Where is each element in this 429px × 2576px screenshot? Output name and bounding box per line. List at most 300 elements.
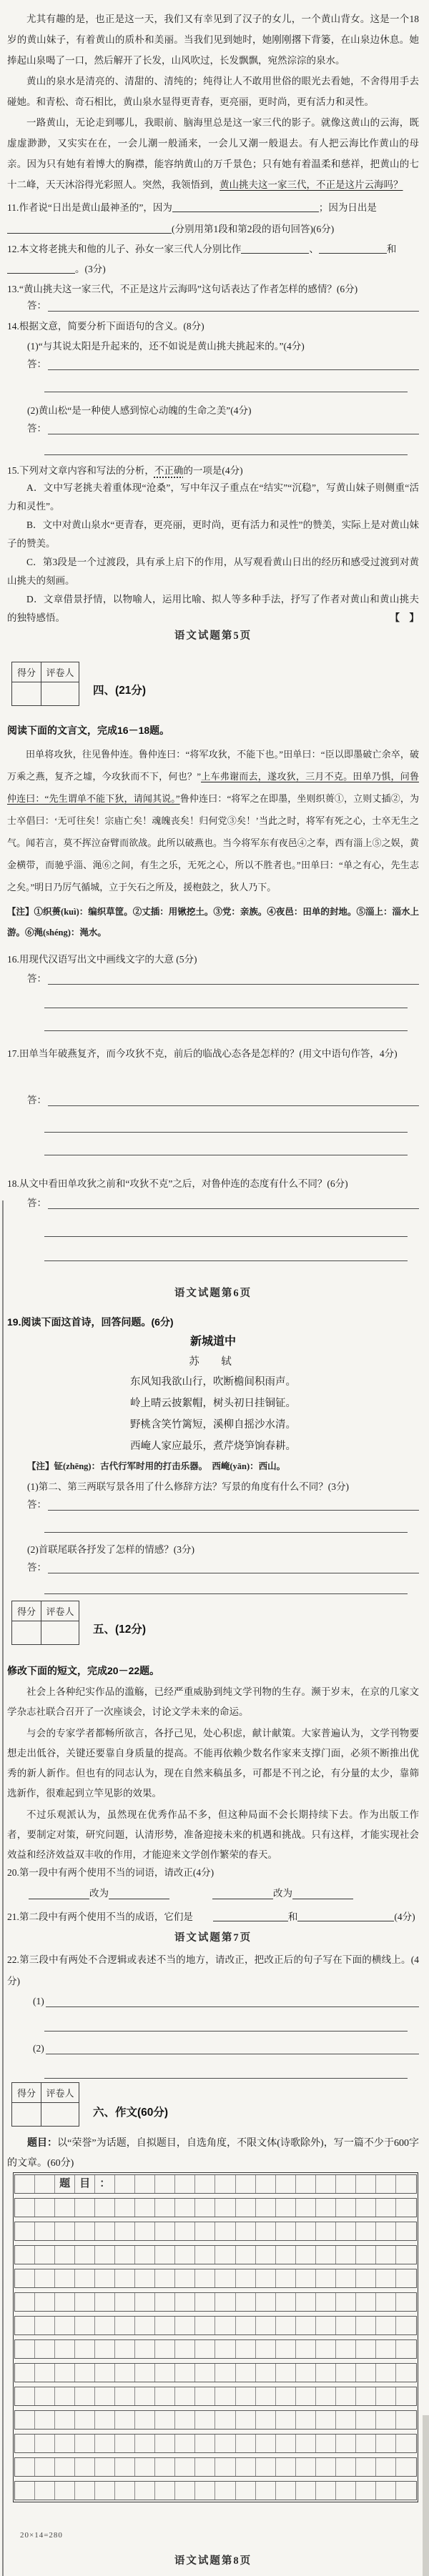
question-22: 22.第三段中有两处不合逻辑或表述不当的地方，请改正，把改正后的句子写在下面的横线上。(4分) [7,1954,419,1986]
essay-grid-cell [135,2222,155,2240]
question-12-line2 [7,259,419,279]
essay-grid-cell [215,2458,235,2476]
essay-grid-cell [175,2340,195,2358]
essay-grid-cell [55,2293,75,2311]
essay-grid-cell [135,2387,155,2405]
answer-rule [48,973,419,985]
essay-grid-cell [15,2222,35,2240]
essay-grid-row [14,2387,417,2406]
essay-grid-cell [15,2458,35,2476]
essay-grid-cell [75,2246,95,2264]
question-16: 16.用现代汉语写出文中画线文字的大意 (5分) [7,954,197,965]
answer-rule [44,1521,408,1533]
essay-grid-cell [336,2482,356,2500]
essay-grid-cell [316,2222,336,2240]
replace-label: 改为 [273,1888,292,1899]
essay-grid-cell [376,2317,396,2334]
answer-blank [213,1911,288,1921]
essay-grid-cell [256,2175,276,2193]
passage-notes: 【注】①织蒉(kuì)：编织草筐。②丈插：用锹挖土。③党：亲族。④夜邑：田单的封地。⑤淄上：淄水上游。⑥渑(shéng)：渑水。 [7,907,419,938]
question-18: 18.从文中看田单攻狄之前和“攻狄不克”之后，对鲁仲连的态度有什么不同？(6分) [7,1178,348,1189]
essay-grid-cell [296,2482,316,2500]
question-text: 、 [309,244,319,254]
essay-grid-cell [15,2293,35,2311]
essay-grid-cell [256,2222,276,2240]
essay-grid-cell [155,2175,175,2193]
score-label: 得分 [12,662,41,682]
essay-grid-cell [376,2175,396,2193]
essay-grid-cell [296,2458,316,2476]
essay-grid-cell [215,2246,235,2264]
essay-grid-cell [376,2293,396,2311]
essay-grid-cell [155,2199,175,2217]
essay-grid-cell [35,2246,55,2264]
essay-grid-cell [195,2387,215,2405]
answer-rule [44,2067,408,2079]
essay-grid-cell [115,2175,135,2193]
essay-grid-cell [195,2411,215,2429]
score-box [11,2082,79,2127]
underlined-classical-text: 上车弗谢而去，遂攻狄，三月不克。田单乃惧，问鲁仲连曰：“先生谓单不能下狄，请闻其说。” [7,771,419,804]
poem-line: 西崦人家应最乐，煮芹烧笋饷春耕。 [130,1441,296,1452]
essay-grid-cell [316,2435,336,2452]
essay-grid-cell [115,2222,135,2240]
essay-grid-cell [35,2269,55,2287]
essay-grid-cell [276,2340,296,2358]
edit-passage-paragraph: 与会的专家学者都畅所欲言，各抒己见，处心积虑，献计献策。大家普遍认为，文学刊物要想走出低谷，关键还要靠自身质量的提高。不能再依赖少数名作家来支撑门面，必须不断推出优秀的新人新作。但也有的同志认为，现在自然来稿虽多，可都是不刊之论，有分量的太少，靠筛选新作，很难起到立竿见影的效果。 [7,1728,419,1799]
answer-rule [44,996,408,1008]
essay-grid-cell [95,2199,115,2217]
essay-grid-cell [135,2175,155,2193]
answer-rule [46,2042,419,2054]
essay-grid-cell [215,2411,235,2429]
edit-passage-paragraph: 不过乐观派认为，虽然现在优秀作品不多，但这种局面不会长期持续下去。作为出版工作者，要制定对策，研究问题，认清形势，准备迎接未来的机遇和挑战。只有这样，才能实现社会效益和经济效益双丰收的作用，才能迎来文学创作繁荣的春天。 [7,1809,419,1860]
essay-grid-cell [356,2458,376,2476]
essay-grid-cell [256,2458,276,2476]
essay-grid-cell [356,2340,376,2358]
essay-grid-cell [35,2175,55,2193]
essay-grid-cell [396,2435,416,2452]
essay-grid-cell [336,2269,356,2287]
essay-grid-cell [15,2482,35,2500]
essay-grid-cell [75,2482,95,2500]
page-footer-8: 语文试题第8页 [174,2555,252,2567]
essay-grid-cell [356,2246,376,2264]
essay-grid-row [14,2292,417,2312]
answer-blank [297,1911,394,1921]
answer-label: 答： [27,973,46,984]
answer-label: 答： [27,1499,46,1510]
essay-grid-cell [256,2269,276,2287]
essay-grid-cell [75,2435,95,2452]
question-14: 14.根据文意，简要分析下面语句的含义。(8分) [7,321,204,332]
essay-grid-cell [215,2317,235,2334]
essay-grid-row [14,2457,417,2477]
answer-rule [46,1995,419,2007]
option-c: C．第3段是一个过渡段，具有承上启下的作用，从写观看黄山日出的经历和感受过渡到对黄山挑夫的刻画。 [7,557,419,586]
essay-grid-row [14,2434,417,2453]
essay-grid-cell [376,2435,396,2452]
essay-grid-cell [135,2340,155,2358]
essay-grid-cell [75,2411,95,2429]
question-14-item1: (1)“与其说太阳是升起来的，还不如说是黄山挑夫挑起来的。”(4分) [27,341,305,352]
answer-rule [44,1249,408,1261]
essay-grid-cell [55,2482,75,2500]
essay-grid-cell [296,2411,316,2429]
essay-grid-cell [356,2482,376,2500]
essay-grid-cell [175,2482,195,2500]
essay-grid-cell [55,2269,75,2287]
essay-grid-cell [35,2222,55,2240]
question-text: 和 [386,244,397,254]
emphasized-text: 不正确 [154,465,184,476]
essay-grid-cell [336,2222,356,2240]
answer-line [27,420,419,434]
essay-grid-cell [95,2435,115,2452]
essay-grid-cell [215,2364,235,2382]
grader-label: 评卷人 [41,2083,79,2103]
answer-bracket: 【 】 [390,612,419,623]
answer-rule [48,1197,419,1209]
essay-grid-cell [175,2269,195,2287]
essay-grid-cell [376,2458,396,2476]
answer-line [44,2067,408,2079]
essay-grid-cell [55,2387,75,2405]
essay-grid-cell [256,2293,276,2311]
question-19-item1: (1)第二、第三两联写景各用了什么修辞方法？写景的角度有什么不同？(3分) [27,1481,349,1492]
answer-blank [29,1889,89,1899]
poem-author: 苏 轼 [189,1356,237,1368]
answer-blank [7,223,172,234]
essay-grid-cell [35,2293,55,2311]
classical-text: 鲁仲连曰：“将军之在即墨，坐则织蒉①，立则丈插②，为士卒倡曰：‘无可往矣！宗庙亡矣！魂魄丧矣！归何党③矣！’当此之时，将军有死之心，士卒无生之气。闻若言，莫不挥泣奋臂而欲战。此所以破燕也。当今将军东有夜邑④之奉，西有淄上⑤之娱，黄金横带，而驰乎淄、渑⑥之间，有生之乐，无死之心，所以不胜者也。”田单曰：“单之有心，先生志之矣。”明日乃厉气循城，立于矢石之所及，援枹鼓之，狄人乃下。 [7,793,419,892]
essay-grid-cell [15,2246,35,2264]
essay-grid-cell [256,2199,276,2217]
passage-paragraph [7,112,419,195]
essay-grid-cell [155,2246,175,2264]
answer-line [27,1496,419,1511]
passage-text: 一路黄山，无论走到哪儿，我眼前、脑海里总是这一家三代的影子。就像这黄山的云海，既虚虚渺渺，又实实在在，一会儿潮一般涌来，一会儿又潮一般退去。有人把云海比作黄山的母亲。因为只有她有着博大的胸襟，能容纳黄山的万千景色；只有她有着温柔和慈祥，把黄山的七十二峰，天天沐浴得光彩照人。突然，我领悟到， [7,117,419,190]
essay-grid-cell [35,2411,55,2429]
essay-grid-cell [396,2340,416,2358]
essay-grid-cell [175,2364,195,2382]
essay-grid-cell [155,2222,175,2240]
passage-paragraph: 尤其有趣的是，也正是这一天，我们又有幸见到了汉子的女儿，一个黄山背女。这是一个18岁的黄山妹子，有着黄山的质朴和美丽。当我们见到她时，她刚刚撂下背篓，在山泉边休息。她捧起山泉喝了一口，然后解开了长发，山风吹过，长发飘飘，宛然淙淙的泉水。 [7,14,419,66]
essay-grid-cell [356,2411,376,2429]
essay-grid-cell [75,2293,95,2311]
page-footer-6: 语文试题第6页 [174,1288,252,1299]
essay-grid-cell [195,2175,215,2193]
essay-grid-cell [296,2364,316,2382]
question-15 [7,460,419,481]
essay-grid-cell [236,2482,256,2500]
essay-grid-cell [215,2199,235,2217]
essay-grid-cell [55,2435,75,2452]
essay-grid-cell [215,2293,235,2311]
answer-rule [48,299,419,312]
essay-prompt-text: 以“荣誉”为话题，自拟题目，自选角度，不限文体(诗歌除外)，写一篇不少于600字的文章。(60分) [7,2138,419,2169]
essay-grid-cell [215,2482,235,2500]
grader-cell [41,682,79,706]
underlined-sentence: 黄山挑夫这一家三代，不正是这片云海吗？ [220,179,403,190]
essay-grid-cell [356,2175,376,2193]
essay-grid-cell [316,2482,336,2500]
option-text: D．文章借景抒情，以物喻人，运用比喻、拟人等多种手法，抒写了作者对黄山和黄山挑夫的独特感悟。 [7,594,419,623]
essay-grid-cell [135,2246,155,2264]
question-11-line2 [7,219,419,239]
essay-grid-cell [396,2175,416,2193]
essay-grid-cell [296,2317,316,2334]
essay-grid-cell [195,2482,215,2500]
essay-grid-cell [15,2199,35,2217]
essay-grid-cell [396,2482,416,2500]
essay-grid-cell [115,2199,135,2217]
essay-grid-cell [316,2293,336,2311]
essay-grid-cell [15,2317,35,2334]
grader-cell [41,1621,79,1645]
score-cell [12,2103,41,2127]
essay-grid-cell [95,2246,115,2264]
question-text: 15.下列对文章内容和写法的分析， [7,465,154,476]
poem-line: 野桃含笑竹篱短，溪柳自摇沙水清。 [130,1419,296,1431]
essay-grid-cell [336,2293,356,2311]
essay-grid-cell [356,2364,376,2382]
essay-grid-cell [376,2340,396,2358]
essay-grid-cell [396,2317,416,2334]
answer-line [27,356,419,370]
essay-grid-cell [195,2364,215,2382]
essay-grid-cell [215,2340,235,2358]
essay-grid-cell [276,2222,296,2240]
essay-grid-cell [356,2435,376,2452]
classical-passage [7,743,419,898]
essay-grid-cell [236,2458,256,2476]
essay-grid-cell [356,2269,376,2287]
page-footer-7: 语文试题第7页 [174,1932,252,1944]
essay-grid-cell [276,2364,296,2382]
essay-grid-cell [236,2435,256,2452]
essay-grid-cell [396,2387,416,2405]
essay-grid-cell [296,2175,316,2193]
essay-grid-cell [95,2293,115,2311]
essay-grid-cell [195,2458,215,2476]
item-label: (1) [33,1996,44,2006]
scan-edge-line [2,1200,4,2576]
essay-grid-cell [256,2387,276,2405]
essay-grid-cell [316,2387,336,2405]
essay-grid-cell [15,2364,35,2382]
essay-grid-cell [115,2411,135,2429]
essay-grid-cell [35,2482,55,2500]
essay-grid-cell [35,2435,55,2452]
essay-grid-cell [296,2199,316,2217]
essay-prompt [7,2132,419,2174]
essay-grid-cell [115,2269,135,2287]
essay-grid-cell [236,2317,256,2334]
essay-grid-cell [316,2364,336,2382]
essay-grid-cell [195,2293,215,2311]
essay-grid-cell [115,2364,135,2382]
option-d [7,590,419,627]
question-text: (4分) [394,1911,415,1922]
answer-line [44,1225,408,1237]
essay-grid-cell [336,2387,356,2405]
essay-grid-cell [135,2435,155,2452]
essay-grid-cell [115,2435,135,2452]
essay-grid-cell [356,2293,376,2311]
essay-grid-cell [55,2317,75,2334]
essay-grid-cell [155,2269,175,2287]
essay-grid-cell [376,2269,396,2287]
essay-grid-cell [95,2458,115,2476]
essay-grid-cell [236,2387,256,2405]
essay-grid-cell [95,2269,115,2287]
essay-grid-cell [236,2199,256,2217]
essay-grid-cell [195,2435,215,2452]
essay-grid-cell [95,2364,115,2382]
essay-grid-cell [296,2340,316,2358]
essay-grid-cell [376,2222,396,2240]
answer-blank [7,263,75,274]
essay-grid-cell [336,2175,356,2193]
answer-rule [48,1498,419,1511]
essay-grid-cell [256,2482,276,2500]
essay-grid-cell [276,2175,296,2193]
answer-rule [48,358,419,370]
essay-grid-cell [356,2199,376,2217]
question-text: 12.本文将老挑夫和他的儿子、孙女一家三代人分别比作 [7,244,242,254]
essay-grid-cell [376,2411,396,2429]
essay-grid-cell [376,2199,396,2217]
essay-grid-cell [396,2269,416,2287]
essay-grid-cell [15,2269,35,2287]
essay-grid-cell [236,2364,256,2382]
question-text: 。(3分) [75,264,106,274]
answer-line [44,1019,408,1031]
essay-grid-cell [155,2293,175,2311]
section-4-heading: 四、(21分) [93,685,147,697]
essay-grid-cell [316,2340,336,2358]
essay-grid-cell [276,2387,296,2405]
essay-grid-cell [75,2269,95,2287]
essay-grid-cell [155,2387,175,2405]
poem-title: 新城道中 [189,1336,236,1348]
essay-grid-cell [135,2482,155,2500]
answer-blank [241,243,309,254]
essay-grid-cell [175,2387,195,2405]
essay-grid-cell [15,2411,35,2429]
grader-cell [41,2103,79,2127]
essay-grid-cell [175,2293,195,2311]
essay-grid-cell [135,2199,155,2217]
essay-grid-cell [336,2340,356,2358]
essay-grid-cell [336,2458,356,2476]
essay-grid-cell: ： [95,2175,115,2193]
question-17: 17.田单当年破燕复齐，而今攻狄不克，前后的临战心态各是怎样的？(用文中语句作答，4分) [7,1048,398,1059]
essay-grid-cell [175,2458,195,2476]
essay-grid-cell [256,2364,276,2382]
score-cell [12,1621,41,1645]
essay-grid-cell [115,2458,135,2476]
essay-grid-cell [55,2199,75,2217]
essay-grid-cell [55,2222,75,2240]
answer-blank [109,1889,169,1899]
essay-grid-cell [256,2317,276,2334]
answer-line [44,1143,408,1155]
answer-line [44,1120,408,1133]
answer-rule [44,1582,408,1594]
grid-count-label: 20×14=280 [20,2531,63,2540]
essay-grid-cell [236,2269,256,2287]
essay-grid-cell [75,2222,95,2240]
essay-grid-cell [236,2222,256,2240]
essay-grid-cell [75,2387,95,2405]
answer-rule [48,422,419,434]
essay-grid-cell [276,2199,296,2217]
essay-grid-cell [55,2246,75,2264]
essay-grid-cell [15,2435,35,2452]
poem-line: 岭上晴云披絮帽，树头初日挂铜钲。 [130,1398,296,1409]
answer-line [33,2042,419,2054]
essay-grid-cell [115,2387,135,2405]
question-text: 的一项是(4分) [183,465,243,476]
essay-grid-cell [155,2364,175,2382]
answer-blank [319,243,387,254]
essay-grid-cell [236,2411,256,2429]
essay-grid-cell [175,2175,195,2193]
item-label: (2) [33,2043,44,2054]
essay-grid-cell: 目 [75,2175,95,2193]
essay-grid-cell [75,2340,95,2358]
essay-grid-cell [155,2482,175,2500]
poem-line: 东风知我欲山行，吹断檐间积雨声。 [130,1376,296,1388]
essay-grid-cell [175,2317,195,2334]
essay-grid-row [14,2174,417,2194]
essay-grid-cell [35,2199,55,2217]
score-cell [12,682,41,706]
essay-grid-cell [276,2269,296,2287]
poem-notes: 【注】钲(zhēng)：古代行军时用的打击乐器。 西崦(yān)：西山。 [27,1461,286,1471]
essay-grid-cell [236,2340,256,2358]
essay-grid-cell [135,2293,155,2311]
answer-rule [44,380,408,392]
passage-paragraph: 黄山的泉水是清亮的、清甜的、清纯的；纯得让人不敢用世俗的眼光去看她，不舍得用手去碰她。和青松、奇石相比，黄山泉水显得更青春，更亮丽，更时尚，更有活力和灵性。 [7,76,419,107]
essay-grid-cell [15,2175,35,2193]
essay-grid-cell: 题 [55,2175,75,2193]
essay-grid-cell [175,2222,195,2240]
essay-grid-cell [296,2269,316,2287]
grader-label: 评卷人 [41,662,79,682]
essay-grid-cell [336,2199,356,2217]
essay-grid-cell [135,2269,155,2287]
question-text: 和 [287,1911,298,1922]
answer-label: 答： [27,1198,46,1208]
grader-label: 评卷人 [41,1601,79,1621]
question-text: 11.作者说“日出是黄山最神圣的”，因为 [7,202,172,213]
answer-blank [172,202,319,212]
score-box [11,662,79,706]
essay-grid-row [14,2363,417,2382]
option-a: A．文中写老挑夫着重体现“沧桑”，写中年汉子重点在“结实”“沉稳”，写黄山妹子则侧重“活力和灵性”。 [7,482,419,512]
question-text: 21.第二段中有两个使用不当的成语，它们是 [7,1911,193,1922]
essay-grid-cell [95,2317,115,2334]
section-4-intro: 阅读下面的文言文，完成16－18题。 [7,725,170,736]
essay-grid-cell [396,2411,416,2429]
essay-grid-row [14,2269,417,2288]
essay-grid-row [14,2410,417,2430]
essay-grid-cell [396,2222,416,2240]
essay-grid-cell [256,2246,276,2264]
